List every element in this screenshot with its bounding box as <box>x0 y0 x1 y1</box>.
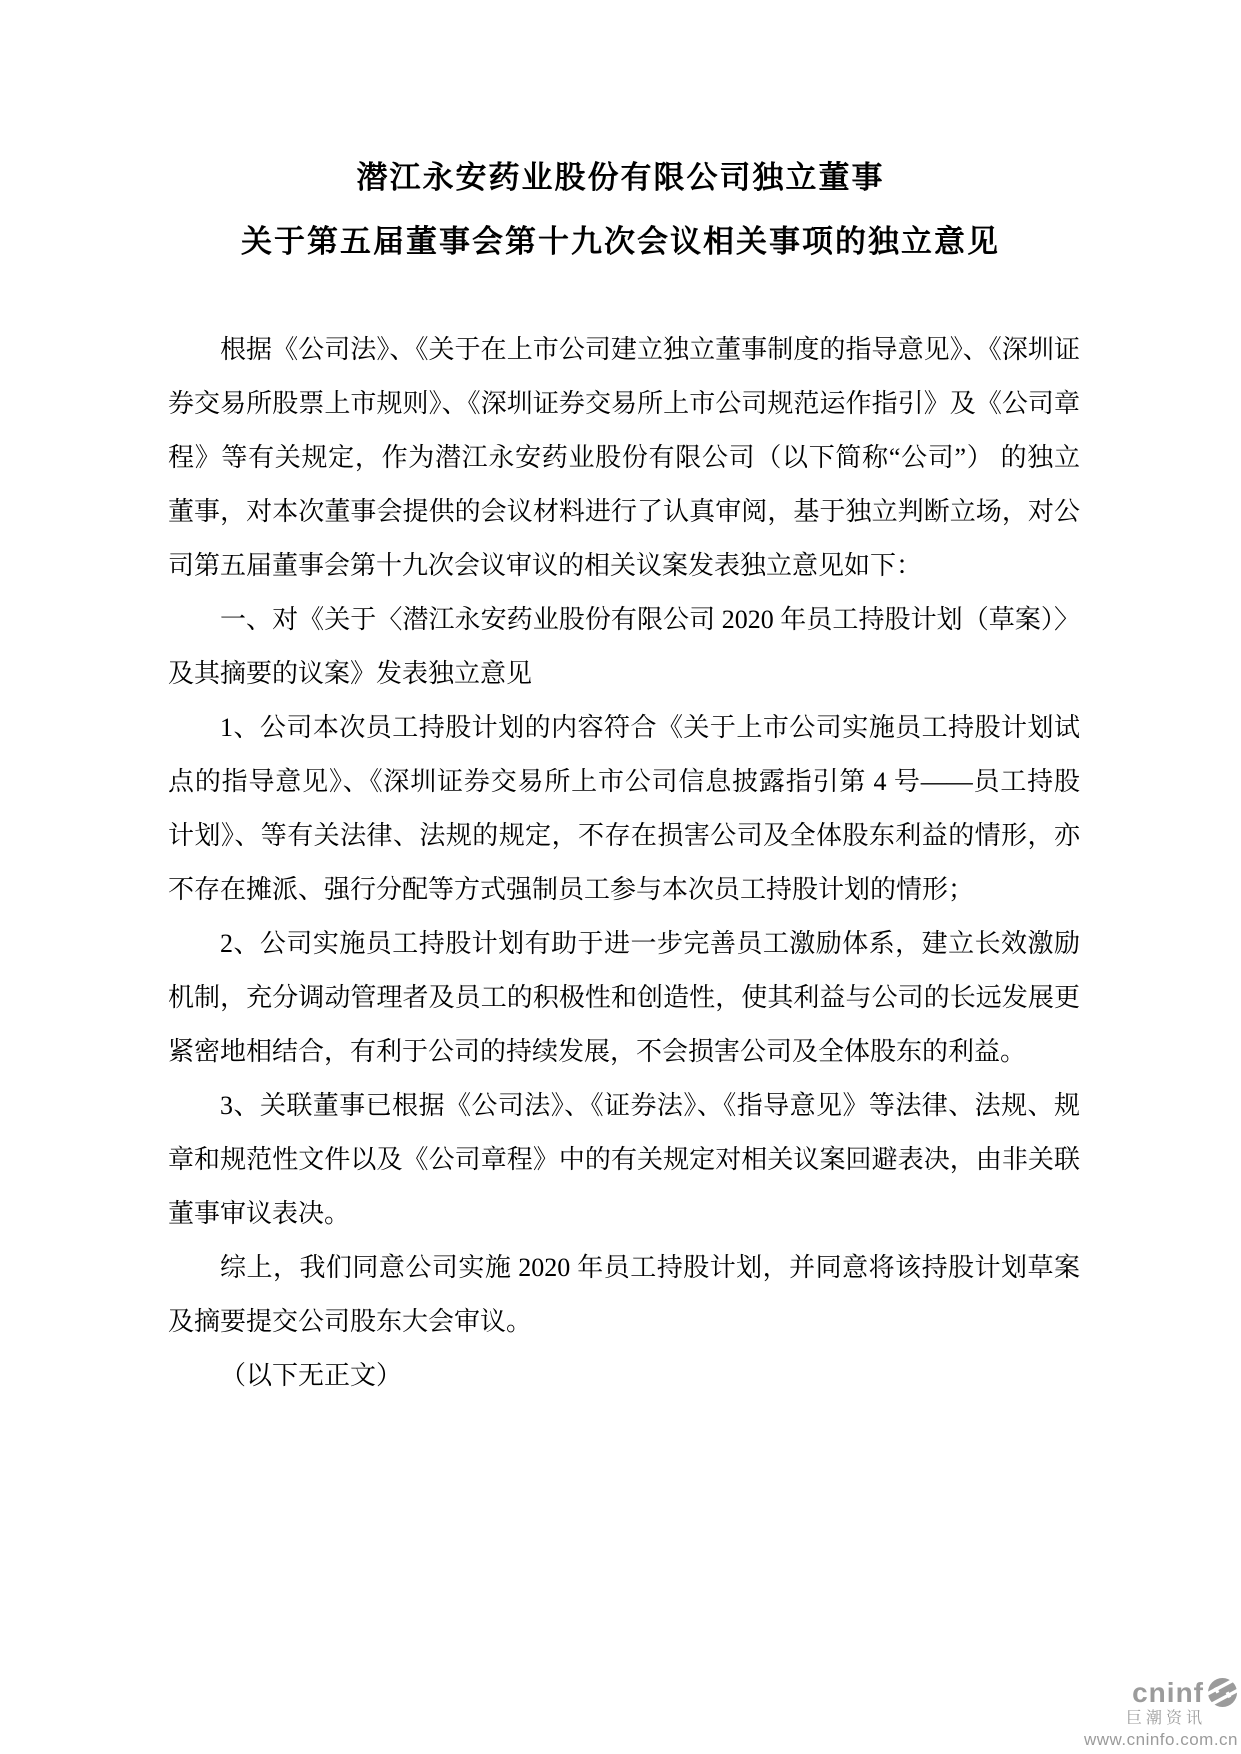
document-line: 及摘要提交公司股东大会审议。 <box>168 1307 533 1336</box>
document-line: 司第五届董事会第十九次会议审议的相关议案发表独立意见如下： <box>168 551 923 580</box>
document-title-line1: 潜江永安药业股份有限公司独立董事 <box>356 160 885 195</box>
document-line: 3、关联董事已根据《公司法》、《证券法》、《指导意见》等法律、法规、规 <box>220 1091 1080 1120</box>
document-line: 及其摘要的议案》发表独立意见 <box>168 659 533 688</box>
document-line: （以下无正文） <box>220 1361 403 1390</box>
document-line: 董事，对本次董事会提供的会议材料进行了认真审阅，基于独立判断立场，对公 <box>168 497 1080 526</box>
cninfo-url: www.cninfo.com.cn <box>1084 1730 1238 1749</box>
document-title-line2: 关于第五届董事会第十九次会议相关事项的独立意见 <box>241 224 1000 259</box>
document-line: 不存在摊派、强行分配等方式强制员工参与本次员工持股计划的情形； <box>168 875 975 904</box>
cninfo-watermark <box>1084 1677 1238 1748</box>
document-line: 一、对《关于〈潜江永安药业股份有限公司 2020 年员工持股计划（草案）〉 <box>220 605 1080 634</box>
document-line: 计划》、等有关法律、法规的规定，不存在损害公司及全体股东利益的情形，亦 <box>168 821 1080 850</box>
cninfo-globe-icon <box>1207 1677 1238 1708</box>
document-line: 董事审议表决。 <box>168 1199 351 1228</box>
cninfo-brand-text: cninf <box>1132 1676 1204 1708</box>
document-line: 章和规范性文件以及《公司章程》中的有关规定对相关议案回避表决，由非关联 <box>168 1145 1080 1174</box>
document-line: 综上，我们同意公司实施 2020 年员工持股计划，并同意将该持股计划草案 <box>220 1253 1080 1282</box>
document-title <box>0 146 1241 274</box>
document-line: 点的指导意见》、《深圳证券交易所上市公司信息披露指引第 4 号——员工持股 <box>168 767 1080 796</box>
document-line: 1、公司本次员工持股计划的内容符合《关于上市公司实施员工持股计划试 <box>220 713 1080 742</box>
document-line: 机制，充分调动管理者及员工的积极性和创造性，使其利益与公司的长远发展更 <box>168 983 1080 1012</box>
document-line: 程》等有关规定，作为潜江永安药业股份有限公司（以下简称“公司”） 的独立 <box>168 443 1080 472</box>
document-line: 券交易所股票上市规则》、《深圳证券交易所上市公司规范运作指引》及《公司章 <box>168 389 1080 418</box>
document-line: 紧密地相结合，有利于公司的持续发展，不会损害公司及全体股东的利益。 <box>168 1037 1027 1066</box>
document-line: 根据《公司法》、《关于在上市公司建立独立董事制度的指导意见》、《深圳证 <box>220 335 1080 364</box>
cninfo-chinese-name: 巨潮资讯 <box>1125 1710 1206 1727</box>
cninfo-brand-row <box>1084 1677 1238 1708</box>
document-body <box>168 323 1080 1403</box>
document-line: 2、公司实施员工持股计划有助于进一步完善员工激励体系，建立长效激励 <box>220 929 1080 958</box>
